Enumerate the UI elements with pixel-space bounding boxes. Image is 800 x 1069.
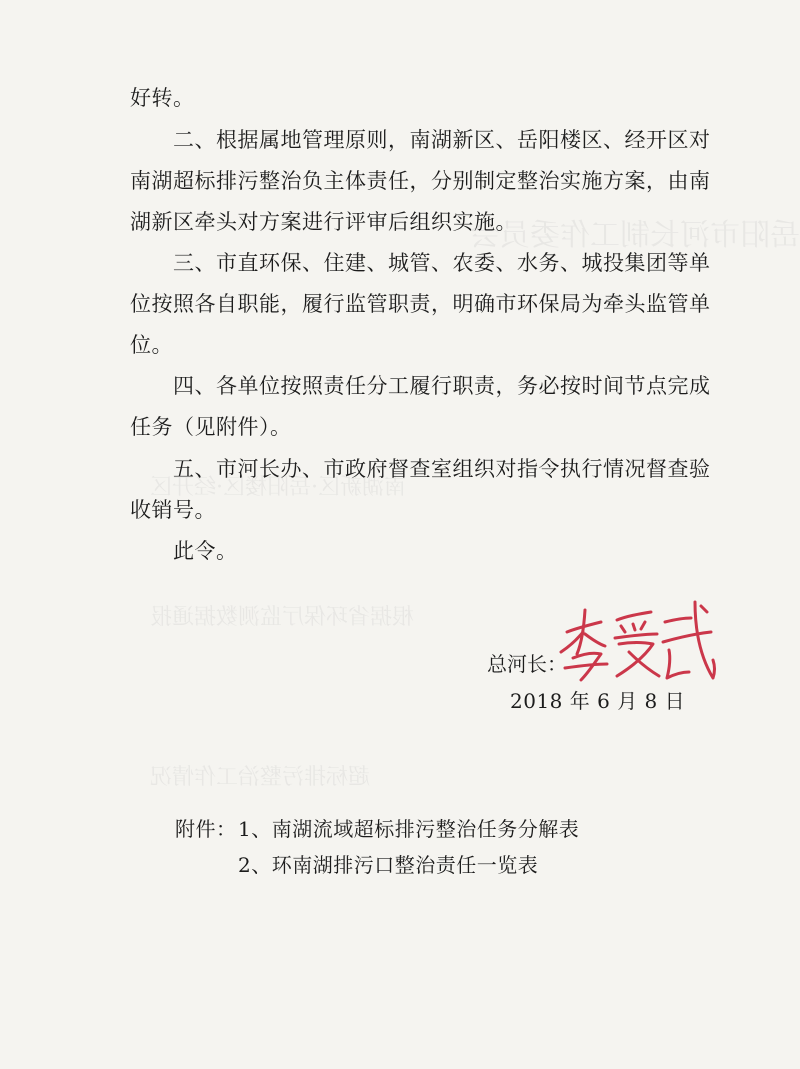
document-date: 2018 年 6 月 8 日: [510, 689, 686, 713]
paragraph-3-line-3: 位。: [130, 333, 173, 357]
attachments-label: 附件：: [175, 817, 237, 841]
paragraph-2-line-3: 湖新区牵头对方案进行评审后组织实施。: [130, 210, 517, 234]
paragraph-4-line-1: 四、各单位按照责任分工履行职责，务必按时间节点完成: [173, 374, 711, 398]
bleed-through-text: 根据省环保厅监测数据通报: [150, 605, 415, 630]
paragraph-3-line-1: 三、市直环保、住建、城管、农委、水务、城投集团等单: [173, 251, 711, 275]
signature-label: 总河长：: [487, 652, 567, 676]
handwritten-signature: [555, 592, 715, 692]
bleed-through-text: 岳阳市河长制工作委员会: [470, 218, 800, 253]
bleed-through-text: 超标排污整治工作情况: [150, 765, 371, 790]
attachment-item-1: 1、南湖流域超标排污整治任务分解表: [238, 817, 580, 841]
paragraph-2-line-2: 南湖超标排污整治负主体责任，分别制定整治实施方案，由南: [130, 169, 711, 193]
paragraph-5-line-1: 五、市河长办、市政府督查室组织对指令执行情况督查验: [173, 457, 711, 481]
paragraph-3-line-2: 位按照各自职能，履行监管职责，明确市环保局为牵头监管单: [130, 292, 711, 316]
paragraph-4-line-2: 任务（见附件）。: [130, 415, 292, 439]
paragraph-5-line-2: 收销号。: [130, 498, 216, 522]
paragraph-2-line-1: 二、根据属地管理原则，南湖新区、岳阳楼区、经开区对: [173, 128, 711, 152]
attachment-item-2: 2、环南湖排污口整治责任一览表: [238, 853, 539, 877]
bleed-through-text: 南湖新区·岳阳楼区·经开区: [150, 475, 406, 500]
paragraph-1-line-1: 好转。: [130, 86, 195, 110]
paragraph-6-line-1: 此令。: [173, 539, 238, 563]
